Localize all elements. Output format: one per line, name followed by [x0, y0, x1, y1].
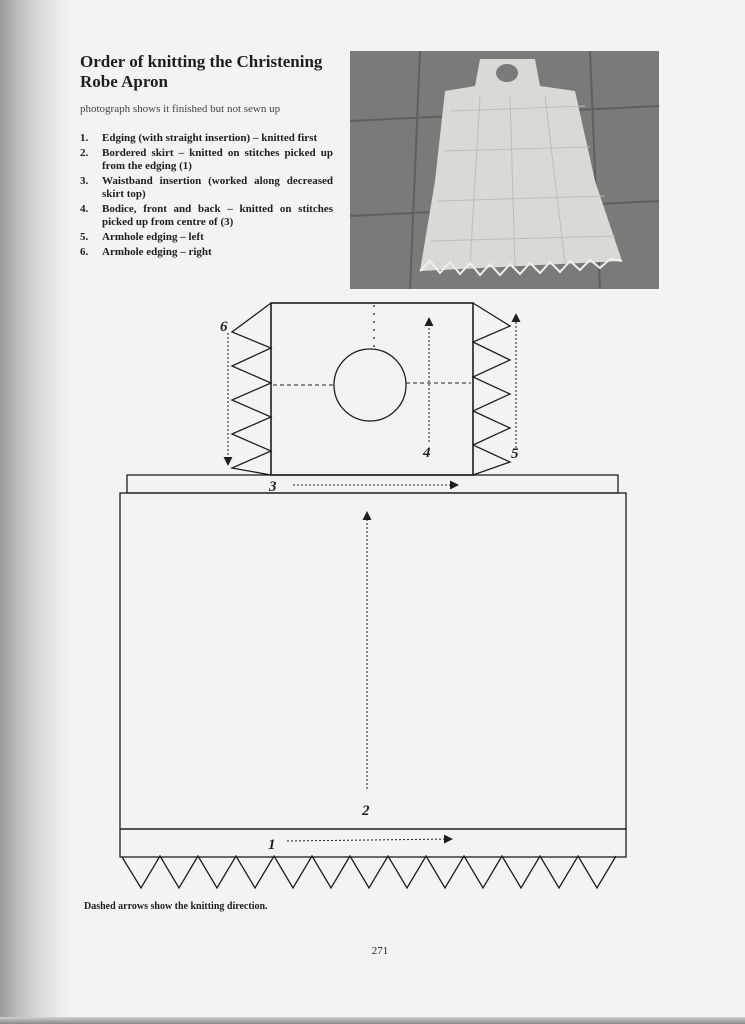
armhole-edging-left: [232, 303, 271, 475]
bodice-panel: [271, 303, 473, 475]
step-text: Waistband insertion (worked along decreased skirt top): [102, 175, 333, 200]
page-title: Order of knitting the Christening Robe Apron: [80, 52, 323, 91]
armhole-edging-right: [473, 303, 510, 475]
label-armhole-right: 6: [220, 319, 228, 335]
skirt-panel: [120, 493, 626, 829]
edging-insertion: [120, 829, 626, 857]
step-number: 3.: [80, 175, 89, 187]
step-number: 2.: [80, 147, 89, 159]
pointed-lace-edging: [122, 856, 616, 888]
step-text: Bordered skirt – knitted on stitches picked up from the edging (1): [102, 147, 333, 172]
photo-caption: photograph shows it finished but not sewn up: [80, 103, 281, 115]
step-text: Bodice, front and back – knitted on stitches picked up from centre of (3): [102, 203, 333, 228]
step-number: 1.: [80, 132, 89, 144]
diagram-caption: Dashed arrows show the knitting direction.: [84, 901, 268, 912]
label-bodice: 4: [423, 445, 431, 461]
step-number: 6.: [80, 246, 89, 258]
page-number: 271: [371, 945, 389, 957]
direction-arrow-edging: [287, 839, 452, 841]
page-bottom-edge: [0, 1017, 745, 1024]
step-text: Armhole edging – right: [102, 246, 212, 258]
step-text: Armhole edging – left: [102, 231, 204, 243]
label-waistband: 3: [269, 479, 277, 495]
step-number: 4.: [80, 203, 89, 215]
step-number: 5.: [80, 231, 89, 243]
neck-opening: [334, 349, 406, 421]
step-text: Edging (with straight insertion) – knitted first: [102, 132, 318, 144]
label-skirt: 2: [362, 803, 370, 819]
waistband-insertion: [127, 475, 618, 493]
label-armhole-left: 5: [511, 446, 519, 462]
label-edging: 1: [268, 837, 276, 853]
